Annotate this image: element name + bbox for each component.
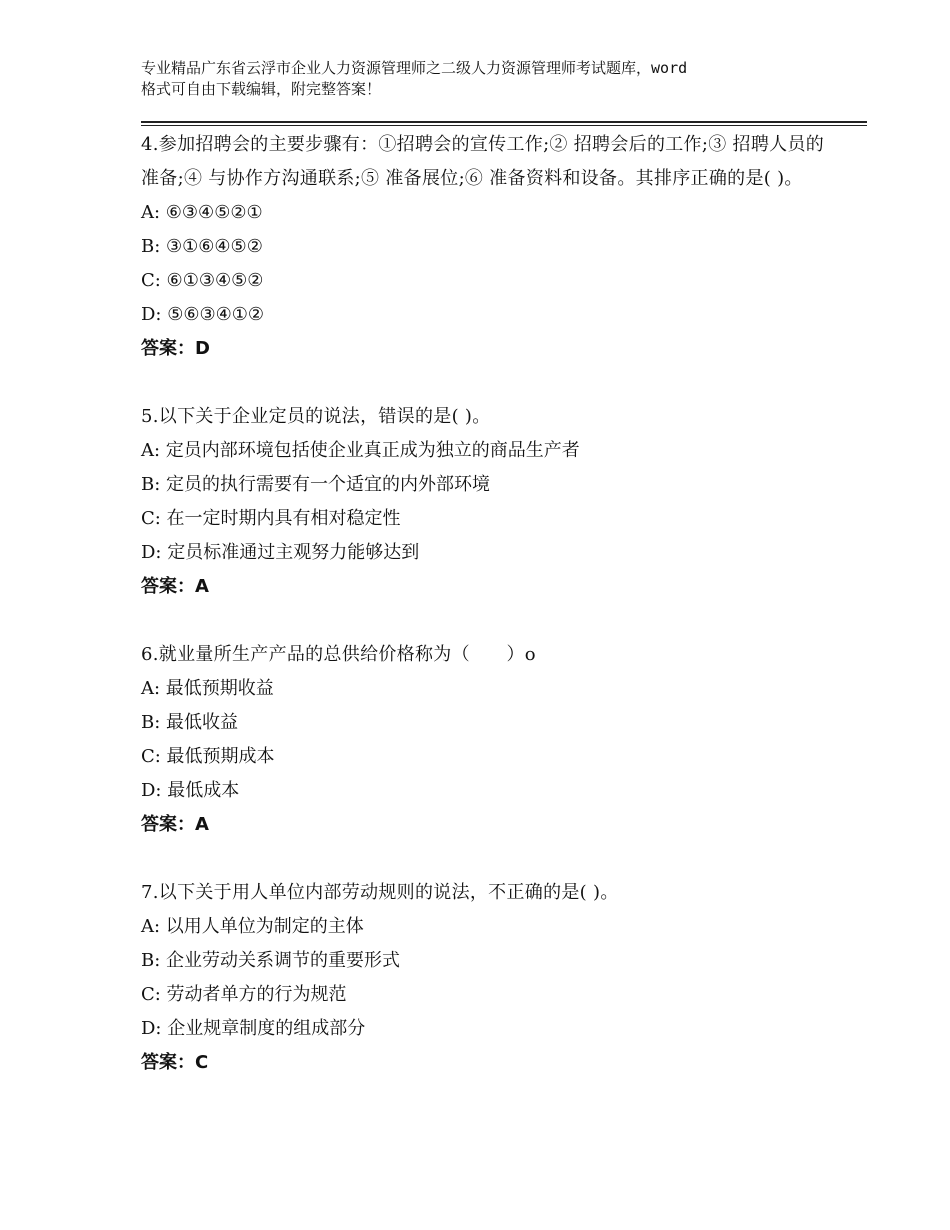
answer-label: 答案：D: [141, 338, 210, 359]
answer-label: 答案：C: [141, 1052, 209, 1073]
document-header: [141, 58, 831, 100]
option-a: A: 定员内部环境包括使企业真正成为独立的商品生产者: [141, 440, 580, 461]
option-a: A: 最低预期收益: [141, 678, 274, 699]
header-rule-thick: [141, 121, 867, 123]
option-b: B: 定员的执行需要有一个适宜的内外部环境: [141, 474, 491, 495]
question-stem: 4.参加招聘会的主要步骤有：①招聘会的宣传工作;② 招聘会后的工作;③ 招聘人员的准备;④ 与协作方沟通联系;⑤ 准备展位;⑥ 准备资料和设备。其排序正确的是( )。: [141, 134, 825, 189]
question-4: [141, 128, 831, 366]
question-stem: 7.以下关于用人单位内部劳动规则的说法，不正确的是( )。: [141, 882, 619, 903]
header-line-1: 专业精品广东省云浮市企业人力资源管理师之二级人力资源管理师考试题库，word: [141, 59, 688, 77]
option-a: A: 以用人单位为制定的主体: [141, 916, 364, 937]
option-c: C: 最低预期成本: [141, 746, 275, 767]
option-d: D: ⑤⑥③④①②: [141, 304, 265, 325]
header-rule-thin: [141, 125, 867, 126]
header-line-2: 格式可自由下载编辑，附完整答案！: [141, 80, 382, 98]
option-a: A: ⑥③④⑤②①: [141, 202, 263, 223]
question-stem: 6.就业量所生产产品的总供给价格称为（ ）o: [141, 644, 536, 665]
option-b: B: 最低收益: [141, 712, 239, 733]
option-b: B: 企业劳动关系调节的重要形式: [141, 950, 401, 971]
option-d: D: 定员标准通过主观努力能够达到: [141, 542, 420, 563]
option-d: D: 企业规章制度的组成部分: [141, 1018, 366, 1039]
option-b: B: ③①⑥④⑤②: [141, 236, 263, 257]
question-stem: 5.以下关于企业定员的说法，错误的是( )。: [141, 406, 491, 427]
question-7: [141, 876, 831, 1080]
option-d: D: 最低成本: [141, 780, 240, 801]
question-6: [141, 638, 831, 842]
answer-label: 答案：A: [141, 814, 209, 835]
question-list: [141, 128, 831, 1080]
option-c: C: 劳动者单方的行为规范: [141, 984, 347, 1005]
option-c: C: 在一定时期内具有相对稳定性: [141, 508, 401, 529]
option-c: C: ⑥①③④⑤②: [141, 270, 264, 291]
answer-label: 答案：A: [141, 576, 209, 597]
question-5: [141, 400, 831, 604]
